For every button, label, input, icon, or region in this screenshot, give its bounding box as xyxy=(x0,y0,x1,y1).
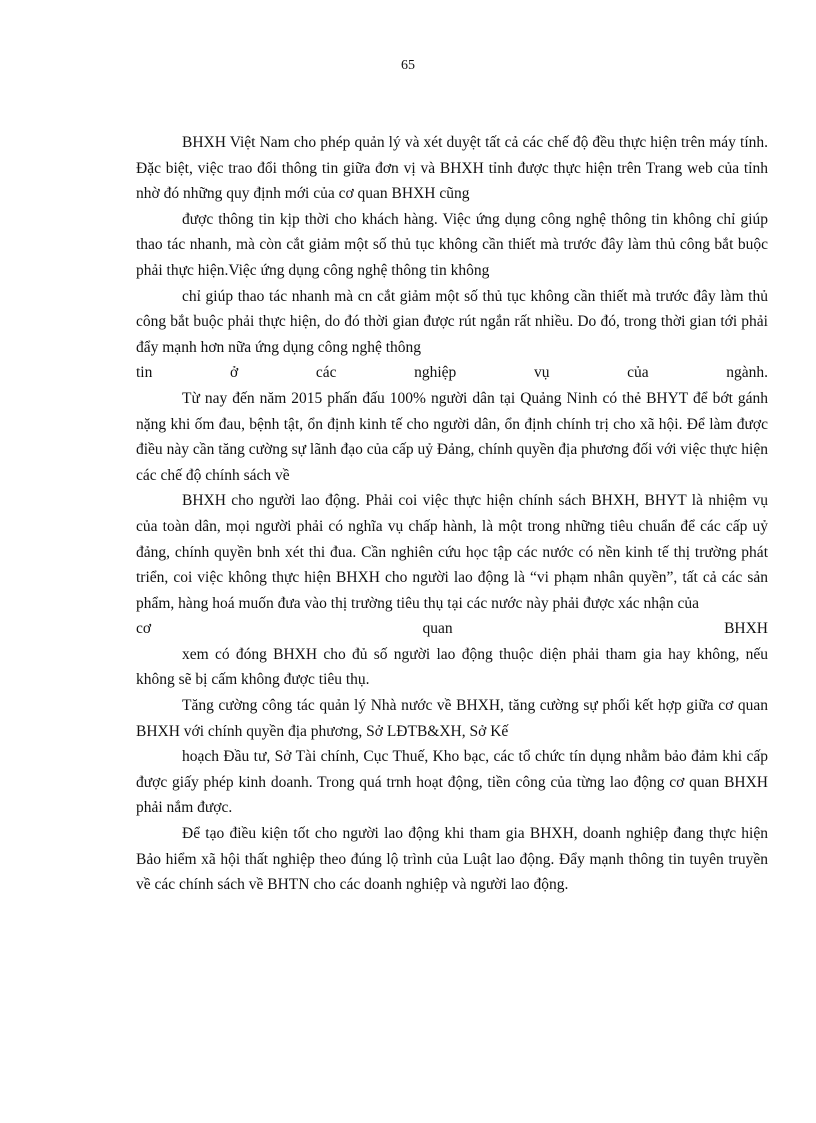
paragraph-11: Để tạo điều kiện tốt cho người lao động khi tham gia BHXH, doanh nghiệp đang thực hiện Bảo hiểm xã hội thất nghiệp theo đúng lộ trình của Luật lao động. Đẩy mạnh thông tin tuyên truyền về các chính sách về BHTN cho các doanh nghiệp và người lao động. xyxy=(136,825,768,894)
paragraph-7: cơ quan BHXH xyxy=(136,620,768,638)
page-number: 65 xyxy=(401,58,415,73)
paragraph-1: BHXH Việt Nam cho phép quản lý và xét duyệt tất cả các chế độ đều thực hiện trên máy tính. Đặc biệt, việc trao đổi thông tin giữa đơn vị và BHXH tỉnh được thực hiện trên Trang web của tỉnh nhờ đó những quy định mới của cơ quan BHXH cũng xyxy=(136,134,768,203)
paragraph-6: BHXH cho người lao động. Phải coi việc thực hiện chính sách BHXH, BHYT là nhiệm vụ của toàn dân, mọi người phải có nghĩa vụ chấp hành, là một trong những tiêu chuẩn để các cấp uỷ đảng, chính quyền bnh xét thi đua. Cần nghiên cứu học tập các nước có nền kinh tế thị trường phát triển, coi việc không thực hiện BHXH cho người lao động là “vi phạm nhân quyền”, tất cả các sản phẩm, hàng hoá muốn đưa vào thị trường tiêu thụ tại các nước này phải được xác nhận của xyxy=(136,492,768,612)
paragraph-2: được thông tin kịp thời cho khách hàng. Việc ứng dụng công nghệ thông tin không chỉ giúp thao tác nhanh, mà còn cắt giảm một số thủ tục không cần thiết mà trước đây làm thủ công bắt buộc phải thực hiện.Việc ứng dụng công nghệ thông tin không xyxy=(136,210,768,279)
body-text xyxy=(136,130,768,898)
paragraph-9: Tăng cường công tác quản lý Nhà nước về BHXH, tăng cường sự phối kết hợp giữa cơ quan BHXH với chính quyền địa phương, Sở LĐTB&XH, Sở Kế xyxy=(136,697,768,740)
paragraph-5: Từ nay đến năm 2015 phấn đấu 100% người dân tại Quảng Ninh có thẻ BHYT để bớt gánh nặng khi ốm đau, bệnh tật, ổn định kinh tế cho người dân, ổn định chính trị cho xã hội. Để làm được điều này cần tăng cường sự lãnh đạo của cấp uỷ Đảng, chính quyền địa phương đối với việc thực hiện các chế độ chính sách về xyxy=(136,389,768,484)
paragraph-8: xem có đóng BHXH cho đủ số người lao động thuộc diện phải tham gia hay không, nếu không sẽ bị cấm không được tiêu thụ. xyxy=(136,645,768,689)
paragraph-10: hoạch Đầu tư, Sở Tài chính, Cục Thuế, Kho bạc, các tổ chức tín dụng nhằm bảo đảm khi cấp được giấy phép kinh doanh. Trong quá trnh hoạt động, tiền công của từng lao động cơ quan BHXH phải nắm được. xyxy=(136,748,768,817)
paragraph-4: tin ở các nghiệp vụ của ngành. xyxy=(136,364,768,382)
paragraph-3: chỉ giúp thao tác nhanh mà cn cắt giảm một số thủ tục không cần thiết mà trước đây làm thủ công bắt buộc phải thực hiện, do đó thời gian được rút ngắn rất nhiều. Do đó, trong thời gian tới phải đẩy mạnh hơn nữa ứng dụng công nghệ thông xyxy=(136,287,768,356)
